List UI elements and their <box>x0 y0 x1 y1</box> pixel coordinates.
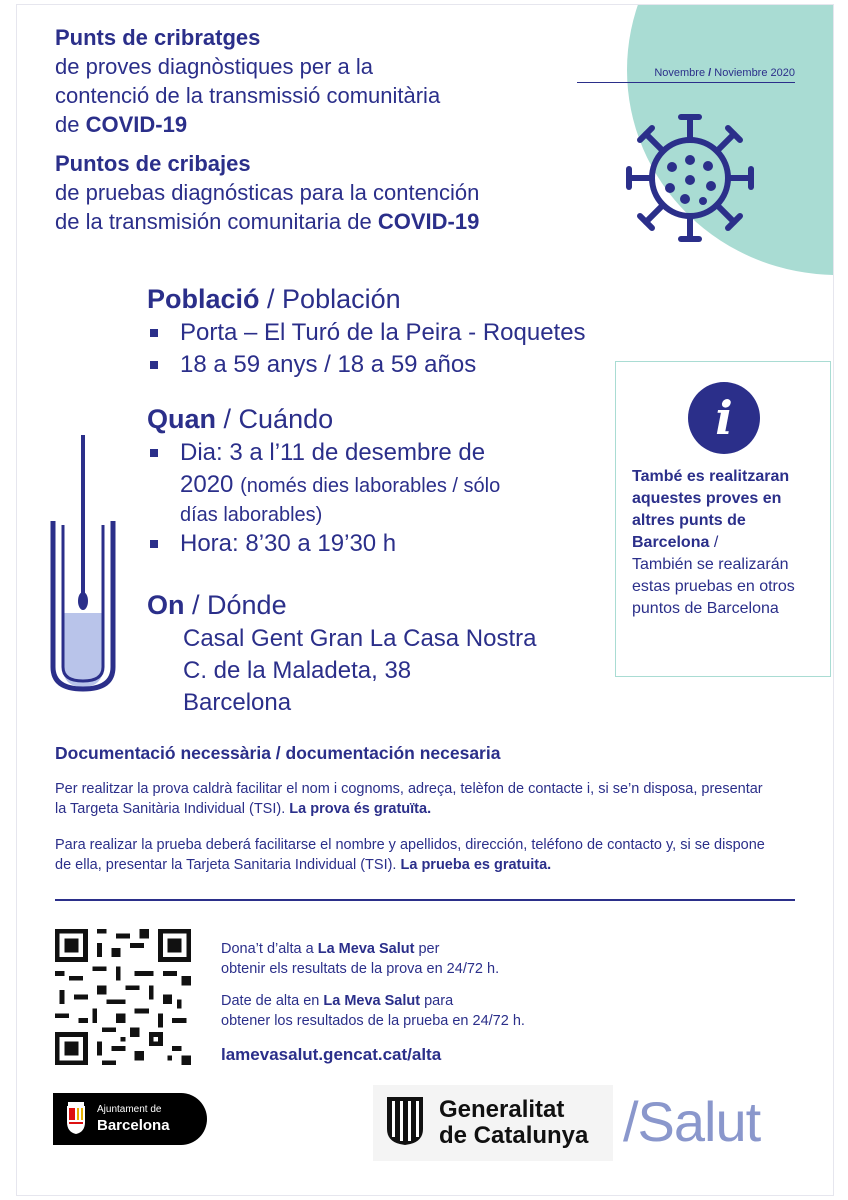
title-es-covid: COVID-19 <box>377 209 480 234</box>
signup-ca-line2: obtenir els resultats de la prova en 24/72 h. <box>221 961 500 977</box>
signup-ca-prefix: Dona’t d’alta a <box>221 941 318 957</box>
title-block <box>55 23 595 236</box>
documentation-es-bold: La prueba es gratuita. <box>400 857 552 873</box>
bullet-square-icon <box>150 540 158 548</box>
title-ca-line2: de proves diagnòstiques per a la <box>55 54 373 79</box>
barcelona-shield-icon <box>65 1100 87 1136</box>
poster-sheet <box>16 4 834 1196</box>
poblacio-item-text: 18 a 59 anys / 18 a 59 años <box>180 351 477 378</box>
quan-dia-line1: Dia: 3 a l’11 de desembre de <box>180 439 486 466</box>
poblacio-heading-bold: Població <box>147 284 260 314</box>
quan-dia-note2: días laborables) <box>180 504 323 526</box>
bullet-square-icon <box>150 329 158 337</box>
salut-logo: /Salut <box>623 1090 761 1153</box>
on-address-line: Casal Gent Gran La Casa Nostra <box>183 625 537 652</box>
signup-es-suffix: para <box>420 993 454 1009</box>
title-ca-covid: COVID-19 <box>85 112 188 137</box>
divider <box>55 899 795 901</box>
title-ca-line3: contenció de la transmissió comunitària <box>55 83 441 108</box>
quan-dia-year: 2020 <box>180 471 234 498</box>
documentation-heading: Documentació necessària / documentación necesaria <box>55 743 501 763</box>
generalitat-emblem-icon <box>385 1095 425 1147</box>
title-es-line2: de pruebas diagnósticas para la contención <box>55 180 480 205</box>
on-heading-rest: / Dónde <box>192 590 287 620</box>
info-text-ca: També es realitzaran aquestes proves en altres punts de Barcelona <box>632 468 790 551</box>
on-address-line: Barcelona <box>183 689 292 716</box>
documentation-ca-text: Per realitzar la prova caldrà facilitar el nom i cognoms, adreça, telèfon de contacte i, si se’n disposa, presentar la Targeta Sanitària Individual (TSI). <box>55 781 763 817</box>
quan-section <box>147 401 617 560</box>
bullet-square-icon <box>150 449 158 457</box>
bullet-square-icon <box>150 361 158 369</box>
poblacio-item <box>147 317 617 349</box>
signup-ca <box>221 939 621 979</box>
documentation-ca <box>55 779 775 819</box>
ajuntament-line2: Barcelona <box>97 1117 170 1134</box>
generalitat-logo <box>373 1085 613 1161</box>
generalitat-text <box>439 1097 588 1149</box>
signup-es-bold: La Meva Salut <box>323 993 421 1009</box>
title-es-bold: Puntos de cribajes <box>55 151 251 176</box>
ajuntament-barcelona-logo <box>53 1093 207 1145</box>
on-address-line: C. de la Maladeta, 38 <box>183 657 412 684</box>
info-text <box>632 466 822 620</box>
quan-heading-rest: / Cuándo <box>223 404 334 434</box>
documentation-es <box>55 835 775 875</box>
quan-heading-bold: Quan <box>147 404 217 434</box>
quan-hora-item <box>147 528 617 560</box>
generalitat-line1: Generalitat <box>439 1096 565 1123</box>
title-es-line3-prefix: de la transmisión comunitaria de <box>55 209 378 234</box>
documentation-ca-bold: La prova és gratuïta. <box>289 801 432 817</box>
date-separator: / <box>708 67 712 79</box>
info-text-sep: / <box>709 534 719 551</box>
test-tube-icon <box>45 431 121 693</box>
quan-dia-note: (només dies laborables / sólo <box>240 475 501 497</box>
on-section <box>147 587 617 719</box>
virus-icon <box>615 103 765 253</box>
info-text-es: También se realizarán estas pruebas en otros puntos de Barcelona <box>632 556 795 617</box>
signup-es <box>221 991 621 1031</box>
signup-es-prefix: Date de alta en <box>221 993 324 1009</box>
generalitat-line2: de Catalunya <box>439 1122 589 1149</box>
poblacio-section <box>147 281 617 381</box>
date-es: Noviembre 2020 <box>714 67 795 79</box>
poblacio-item-text: Porta – El Turó de la Peira - Roquetes <box>180 319 586 346</box>
poblacio-item <box>147 349 617 381</box>
quan-dia-item <box>147 437 617 528</box>
info-icon: i <box>688 382 760 454</box>
info-box <box>615 361 831 677</box>
signup-link[interactable]: lamevasalut.gencat.cat/alta <box>221 1045 442 1064</box>
date-ca: Novembre <box>654 67 706 79</box>
ajuntament-line1: Ajuntament de <box>97 1104 162 1115</box>
title-ca-bold: Punts de cribratges <box>55 25 261 50</box>
qr-code-icon[interactable] <box>55 929 191 1065</box>
signup-ca-bold: La Meva Salut <box>317 941 415 957</box>
signup-ca-suffix: per <box>414 941 440 957</box>
on-heading-bold: On <box>147 590 185 620</box>
quan-hora-text: Hora: 8’30 a 19’30 h <box>180 530 397 557</box>
title-ca-line4-prefix: de <box>55 112 86 137</box>
documentation-es-text: Para realizar la prueba deberá facilitarse el nombre y apellidos, dirección, teléfono de contacto y, si se dispone de ella, presentar la Tarjeta Sanitaria Individual (TSI). <box>55 837 765 873</box>
poblacio-heading-rest: / Población <box>267 284 401 314</box>
signup-es-line2: obtener los resultados de la prueba en 24/72 h. <box>221 1013 525 1029</box>
date-line <box>577 67 795 83</box>
